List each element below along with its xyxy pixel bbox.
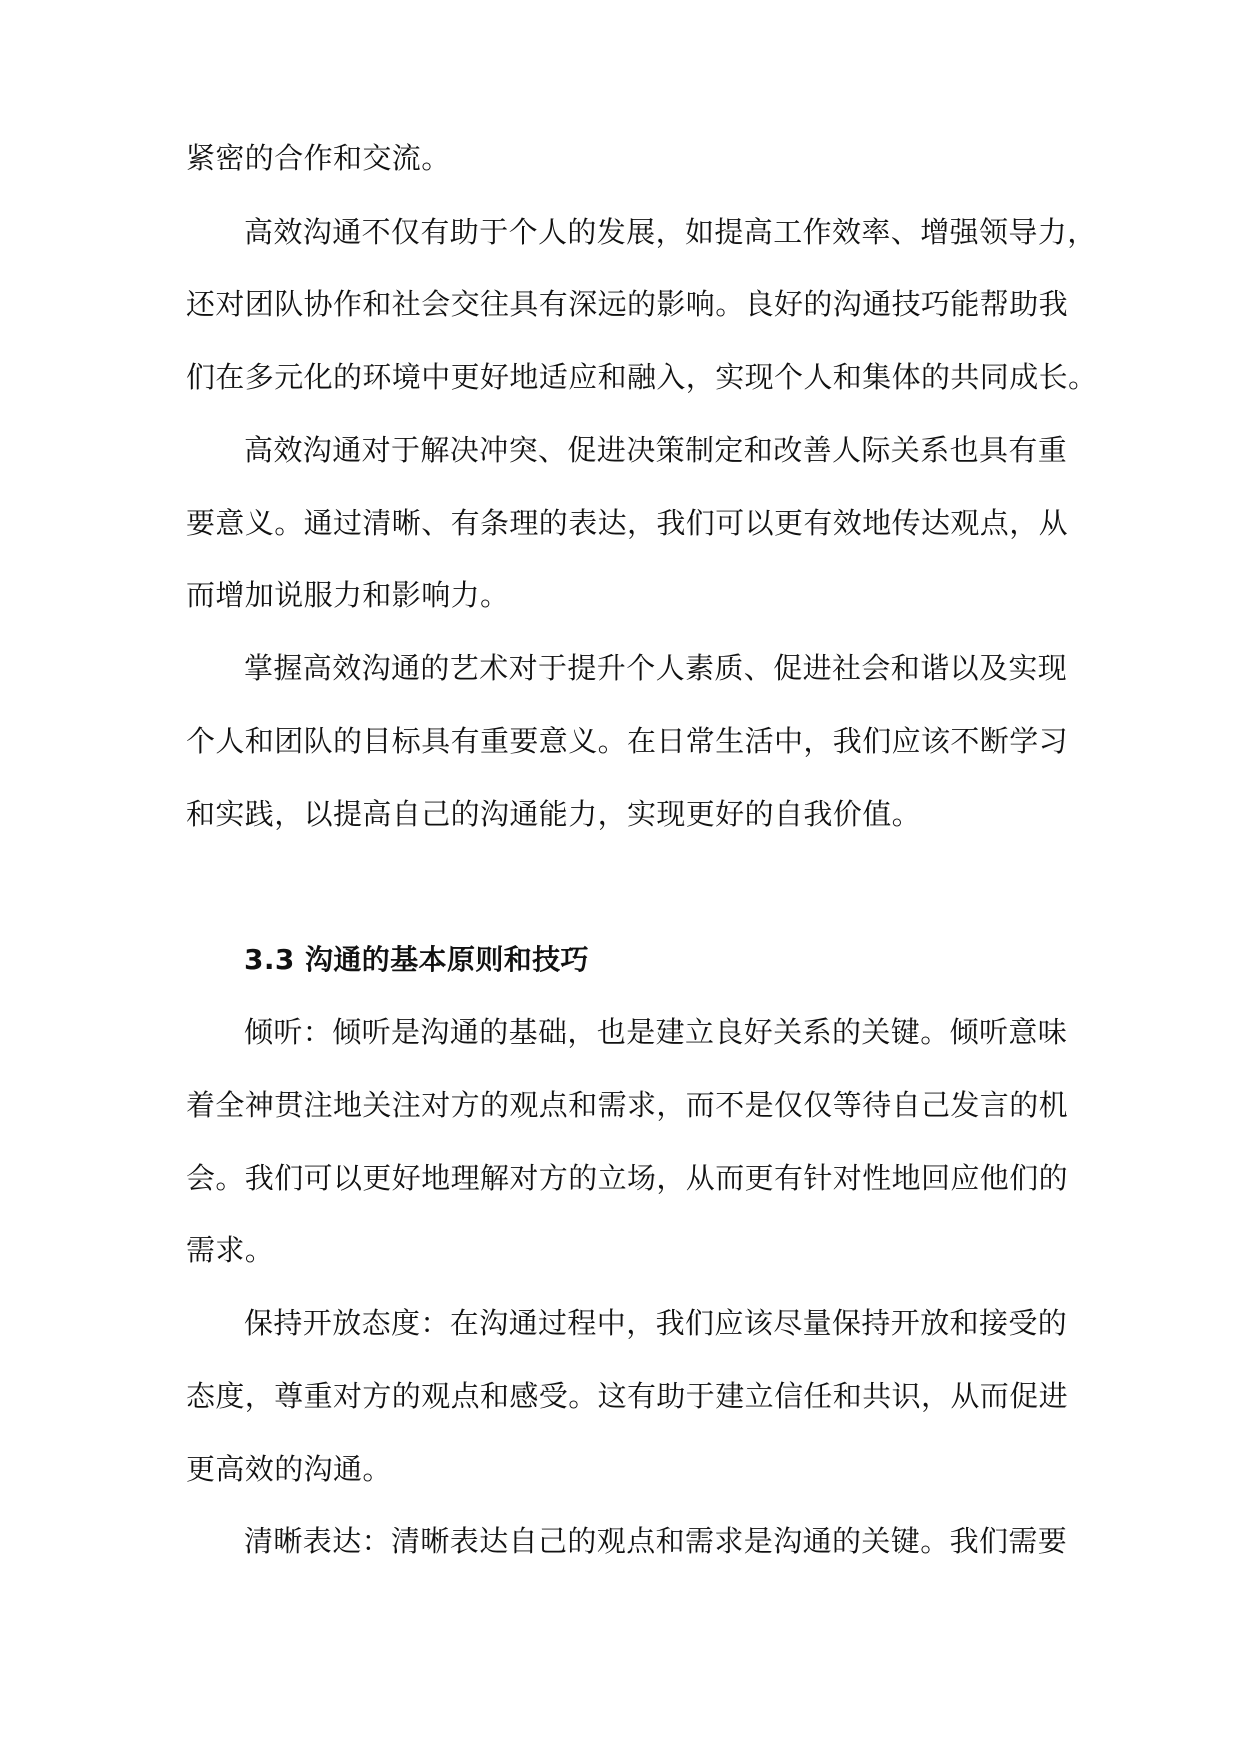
paragraph-line: 倾听：倾听是沟通的基础，也是建立良好关系的关键。倾听意味 [244, 1015, 1068, 1049]
paragraph-line: 清晰表达：清晰表达自己的观点和需求是沟通的关键。我们需要 [244, 1524, 1068, 1558]
paragraph-line: 和实践，以提高自己的沟通能力，实现更好的自我价值。 [186, 797, 922, 831]
paragraph-line: 紧密的合作和交流。 [186, 141, 451, 175]
paragraph-line: 要意义。通过清晰、有条理的表达，我们可以更有效地传达观点，从 [186, 506, 1069, 540]
paragraph-line: 会。我们可以更好地理解对方的立场，从而更有针对性地回应他们的 [186, 1161, 1069, 1195]
paragraph-line: 而增加说服力和影响力。 [186, 578, 510, 612]
paragraph-line: 保持开放态度：在沟通过程中，我们应该尽量保持开放和接受的 [244, 1306, 1068, 1340]
section-heading: 3.3 沟通的基本原则和技巧 [244, 943, 589, 976]
paragraph-line: 高效沟通对于解决冲突、促进决策制定和改善人际关系也具有重 [244, 433, 1068, 467]
paragraph-line: 们在多元化的环境中更好地适应和融入，实现个人和集体的共同成长。 [186, 360, 1098, 394]
paragraph-line: 还对团队协作和社会交往具有深远的影响。良好的沟通技巧能帮助我 [186, 287, 1069, 321]
paragraph-line: 掌握高效沟通的艺术对于提升个人素质、促进社会和谐以及实现 [244, 651, 1068, 685]
paragraph-line: 高效沟通不仅有助于个人的发展，如提高工作效率、增强领导力， [244, 215, 1097, 249]
paragraph-line: 更高效的沟通。 [186, 1452, 392, 1486]
paragraph-line: 个人和团队的目标具有重要意义。在日常生活中，我们应该不断学习 [186, 724, 1069, 758]
paragraph-line: 需求。 [186, 1233, 275, 1267]
paragraph-line: 态度，尊重对方的观点和感受。这有助于建立信任和共识，从而促进 [186, 1379, 1069, 1413]
paragraph-line: 着全神贯注地关注对方的观点和需求，而不是仅仅等待自己发言的机 [186, 1088, 1069, 1122]
